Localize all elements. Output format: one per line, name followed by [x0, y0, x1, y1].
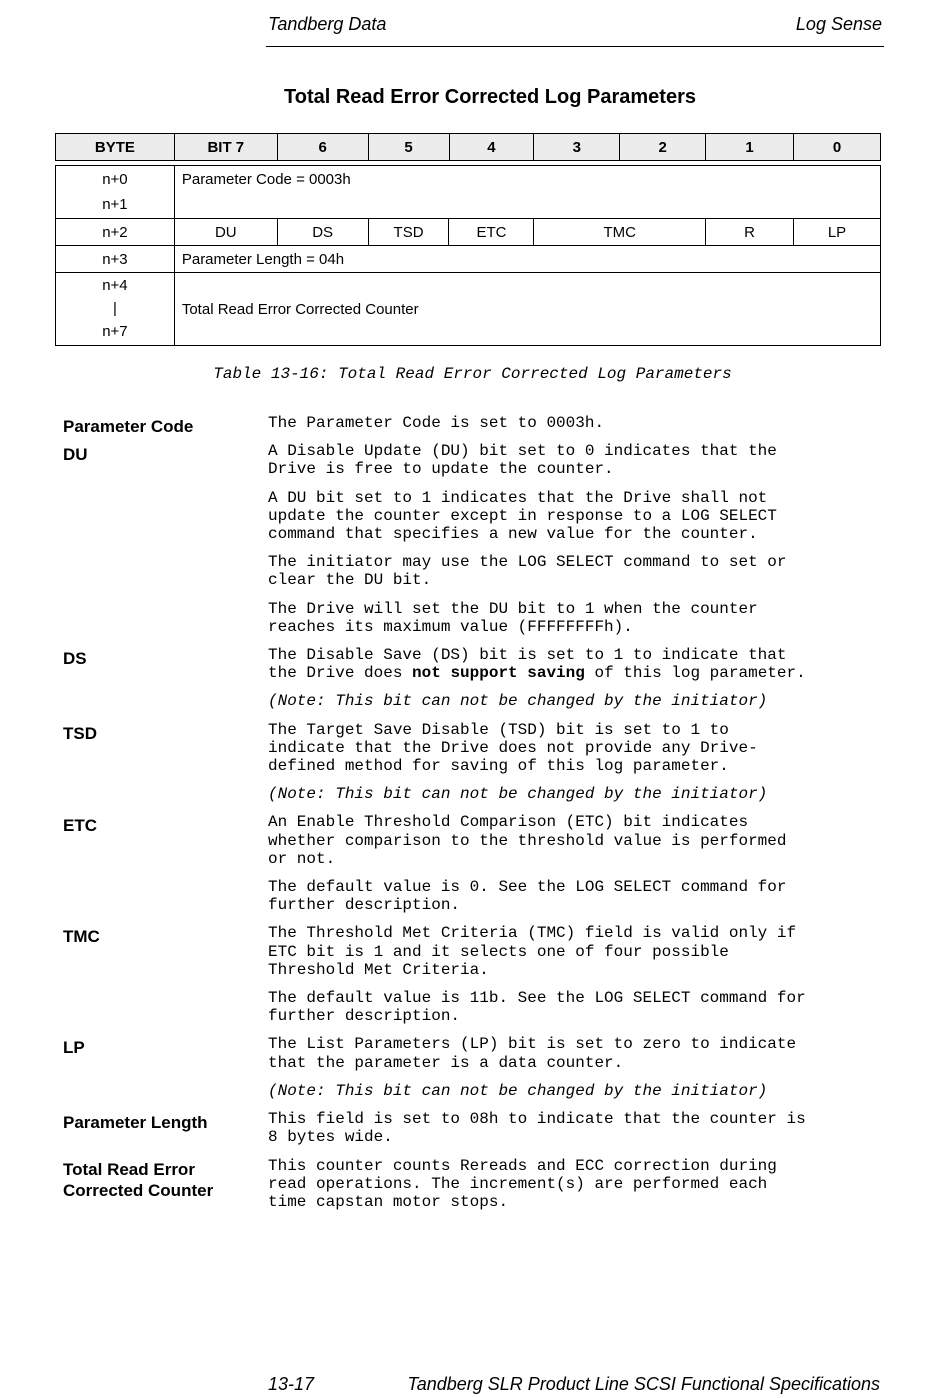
- header-right: Log Sense: [795, 14, 882, 34]
- list-item: [63, 646, 893, 721]
- list-item: [63, 442, 893, 646]
- header-bit2: 2: [620, 134, 706, 161]
- description: This counter counts Rereads and ECC correction during read operations. The increment(s) are performed each time capstan motor stops.: [268, 1156, 777, 1211]
- parameter-table: [55, 165, 881, 346]
- counter-cell: Total Read Error Corrected Counter: [174, 273, 880, 346]
- header-left: Tandberg Data: [268, 14, 387, 34]
- table-row: [56, 166, 881, 219]
- table-caption: Table 13-16: Total Read Error Corrected Log Parameters: [213, 365, 732, 383]
- term: DU: [63, 445, 88, 465]
- term: TSD: [63, 723, 97, 743]
- description: An Enable Threshold Comparison (ETC) bit indicates whether comparison to the threshold value is performed or not. The default value is 0. See the LOG SELECT command for further description.: [268, 813, 787, 915]
- description: The Disable Save (DS) bit is set to 1 to indicate that the Drive does not support saving of this log parameter. (Note: This bit can not be changed by the initiator): [268, 646, 888, 721]
- description: A Disable Update (DU) bit set to 0 indicates that the Drive is free to update the counter. A DU bit set to 1 indicates that the Drive shall not update the counter except in response to a LOG SELECT command that specifies a new value for the counter. The initiator may use the LOG SELECT command to set or clear the DU bit. The Drive will set the DU bit to 1 when the counter reaches its maximum value (FFFFFFFFh).: [268, 442, 787, 636]
- field-etc: ETC: [449, 219, 534, 246]
- field-du: DU: [174, 219, 277, 246]
- header-bit1: 1: [706, 134, 794, 161]
- description: The Parameter Code is set to 0003h.: [268, 414, 605, 432]
- term: ETC: [63, 816, 97, 836]
- field-tsd: TSD: [368, 219, 449, 246]
- header-bit6: 6: [277, 134, 368, 161]
- note: (Note: This bit can not be changed by the initiator): [268, 692, 768, 711]
- header-byte: BYTE: [56, 134, 175, 161]
- term: LP: [63, 1038, 85, 1058]
- field-ds: DS: [277, 219, 368, 246]
- term: Parameter Code: [63, 417, 194, 436]
- table-row: [56, 219, 881, 246]
- list-item: [63, 924, 893, 1035]
- field-lp: LP: [794, 219, 881, 246]
- description: This field is set to 08h to indicate that the counter is 8 bytes wide.: [268, 1110, 806, 1147]
- byte-cell: n+0 n+1: [56, 166, 175, 219]
- term: DS: [63, 649, 87, 669]
- table-row: [56, 246, 881, 273]
- table-row: [56, 273, 881, 346]
- field-r: R: [706, 219, 794, 246]
- header-bit4: 4: [449, 134, 534, 161]
- byte-cell: n+3: [56, 246, 175, 273]
- header-bit7: BIT 7: [174, 134, 277, 161]
- header-bit0: 0: [794, 134, 881, 161]
- page-title: Total Read Error Corrected Log Parameters: [284, 86, 696, 108]
- parameter-code-cell: Parameter Code = 0003h: [174, 166, 880, 219]
- bit-header-table: [55, 133, 881, 161]
- page-number: 13-17: [268, 1374, 315, 1394]
- page-header: [266, 14, 884, 47]
- parameter-length-cell: Parameter Length = 04h: [174, 246, 880, 273]
- list-item: [63, 721, 893, 814]
- header-bit5: 5: [368, 134, 449, 161]
- list-item: [63, 1110, 893, 1156]
- description: The Threshold Met Criteria (TMC) field is valid only if ETC bit is 1 and it selects one of four possible Threshold Met Criteria. The default value is 11b. See the LOG SELECT command for further description.: [268, 924, 806, 1026]
- term: TMC: [63, 927, 100, 947]
- list-item: [63, 1035, 893, 1110]
- definition-list: [63, 414, 893, 1221]
- list-item: [63, 414, 893, 442]
- note: (Note: This bit can not be changed by the initiator): [268, 785, 768, 804]
- header-bit3: 3: [534, 134, 620, 161]
- list-item: [63, 1157, 893, 1222]
- byte-cell: n+2: [56, 219, 175, 246]
- description: The List Parameters (LP) bit is set to zero to indicate that the parameter is a data counter. (Note: This bit can not be changed by the initiator): [268, 1035, 888, 1110]
- footer-title: Tandberg SLR Product Line SCSI Functional Specifications: [407, 1374, 880, 1394]
- term: Total Read Error Corrected Counter: [63, 1159, 214, 1200]
- note: (Note: This bit can not be changed by the initiator): [268, 1081, 768, 1100]
- description: The Target Save Disable (TSD) bit is set to 1 to indicate that the Drive does not provide any Drive- defined method for saving of this log parameter. (Note: This bit can not be changed by the initiator): [268, 721, 888, 814]
- byte-cell: n+4 | n+7: [56, 273, 175, 346]
- list-item: [63, 813, 893, 924]
- term: Parameter Length: [63, 1113, 208, 1133]
- field-tmc: TMC: [534, 219, 706, 246]
